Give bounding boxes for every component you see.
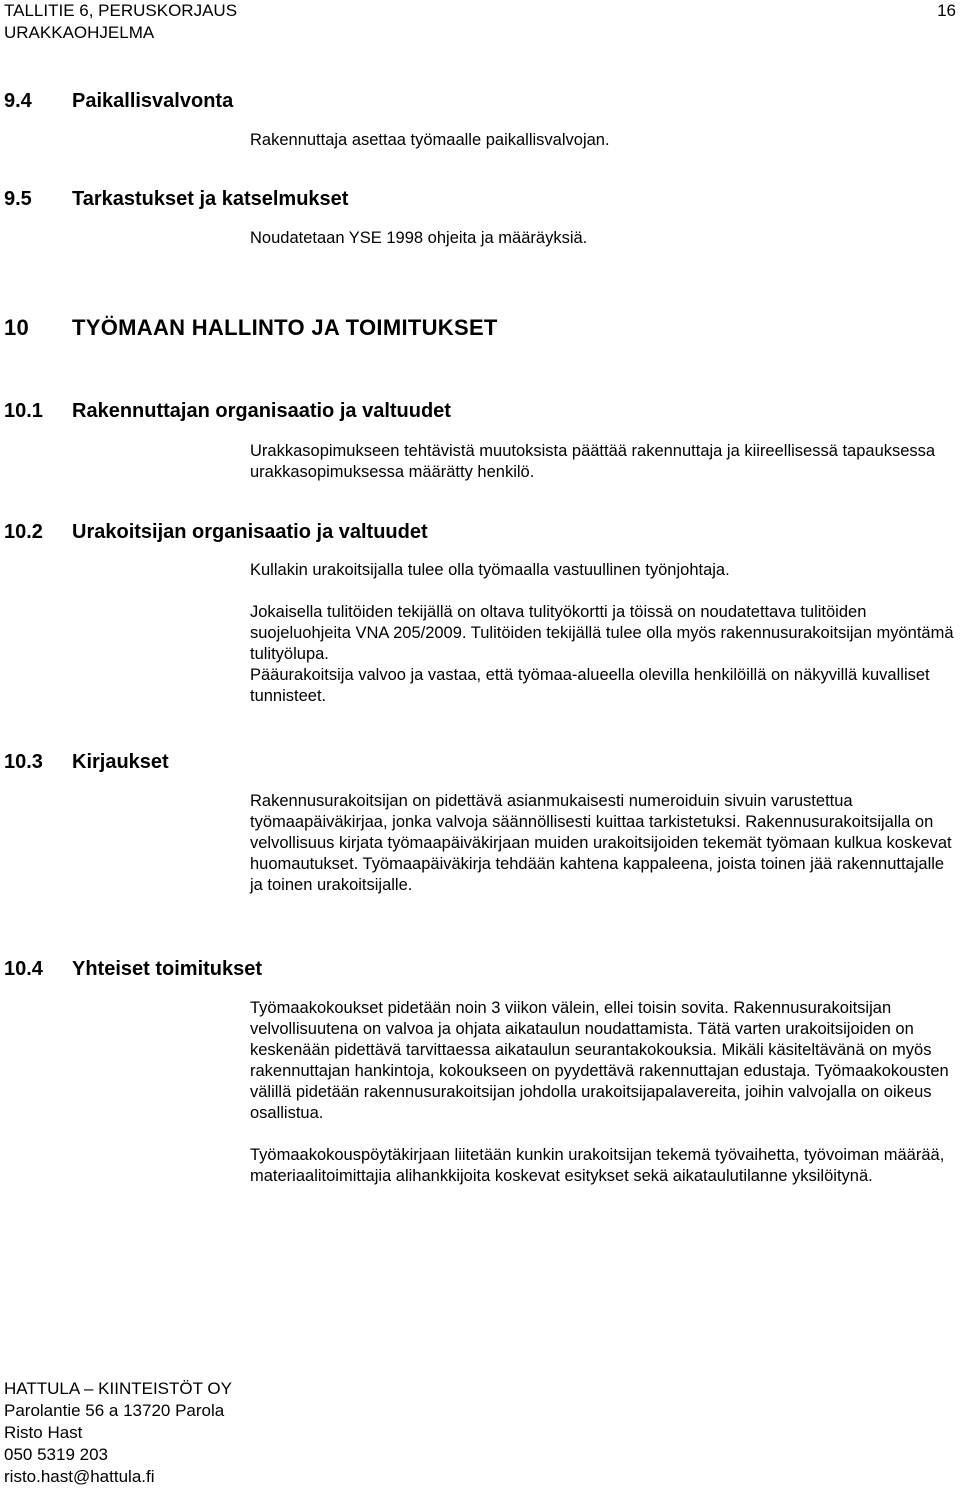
- section-number: 10.2: [4, 521, 43, 543]
- section-body-10-4: [250, 998, 958, 1187]
- section-body-10-3: [250, 791, 958, 896]
- paragraph: Rakennuttaja asettaa työmaalle paikallisvalvojan.: [250, 131, 610, 149]
- section-title: Paikallisvalvonta: [72, 90, 234, 112]
- paragraph: Kullakin urakoitsijalla tulee olla työmaalla vastuullinen työnjohtaja.: [250, 561, 730, 579]
- section-number: 10.1: [4, 400, 43, 422]
- section-number: 10.4: [4, 958, 43, 980]
- section-title: Tarkastukset ja katselmukset: [72, 188, 349, 210]
- paragraph: Noudatetaan YSE 1998 ohjeita ja määräyksiä.: [250, 229, 588, 247]
- footer-person: Risto Hast: [4, 1423, 83, 1442]
- section-heading-10-3: [4, 750, 169, 774]
- paragraph: Pääurakoitsija valvoo ja vastaa, että työmaa-alueella olevilla henkilöillä on näkyvillä kuvalliset tunnisteet.: [250, 666, 930, 705]
- chapter-number: 10: [4, 315, 30, 340]
- page-number: 16: [937, 1, 956, 20]
- section-title: Rakennuttajan organisaatio ja valtuudet: [72, 400, 451, 422]
- paragraph: Jokaisella tulitöiden tekijällä on oltava tulityökortti ja töissä on noudatettava tulitöiden suojeluohjeita VNA 205/2009. Tulitöiden tekijällä tulee olla myös rakennusurakoitsijan myöntämä tulityölupa.: [250, 603, 954, 663]
- section-heading-10-2: [4, 520, 428, 544]
- paragraph: Työmaakokoukset pidetään noin 3 viikon välein, ellei toisin sovita. Rakennusurakoitsijan velvollisuutena on valvoa ja ohjata aikataulun noudattamista. Tätä varten urakoitsijoiden on keskenään pidettävä tarvittaessa aikataulun seurantakokouksia. Mikäli käsiteltävänä on myös rakennuttajan hankintoja, kokoukseen on pyydettävä rakennuttajan edustaja. Työmaakokousten välillä pidetään rakennusurakoitsijan johdolla urakoitsijapalavereita, joihin valvojalla on oikeus osallistua.: [250, 999, 949, 1122]
- paragraph: Rakennusurakoitsijan on pidettävä asianmukaisesti numeroiduin sivuin varustettua työmaapäiväkirjaa, jonka valvoja säännöllisesti kuittaa tarkistetuksi. Rakennusurakoitsijalla on velvollisuus kirjata työmaapäiväkirjaan muiden urakoitsijoiden tekemät työmaan kulkua koskevat huomautukset. Työmaapäiväkirja tehdään kahtena kappaleena, joista toinen jää rakennuttajalle ja toinen urakoitsijalle.: [250, 792, 952, 894]
- paragraph: Työmaakokouspöytäkirjaan liitetään kunkin urakoitsijan tekemä työvaihetta, työvoiman määrää, materiaalitoimittajia alihankkijoita koskevat esitykset sekä aikataulutilanne yksilöitynä.: [250, 1146, 945, 1185]
- footer-email[interactable]: risto.hast@hattula.fi: [4, 1467, 155, 1486]
- section-number: 9.4: [4, 90, 32, 112]
- footer-contact: [4, 1378, 232, 1488]
- section-body-9-4: [250, 130, 958, 151]
- section-body-10-1: [250, 441, 958, 483]
- section-title: Yhteiset toimitukset: [72, 958, 263, 980]
- footer-address: Parolantie 56 a 13720 Parola: [4, 1401, 225, 1420]
- section-number: 9.5: [4, 188, 32, 210]
- section-heading-9-4: [4, 89, 233, 113]
- section-body-9-5: [250, 228, 958, 249]
- section-number: 10.3: [4, 751, 43, 773]
- section-heading-9-5: [4, 187, 348, 211]
- chapter-title: TYÖMAAN HALLINTO JA TOIMITUKSET: [72, 315, 498, 340]
- header-project: TALLITIE 6, PERUSKORJAUS: [4, 1, 238, 20]
- section-title: Kirjaukset: [72, 751, 169, 773]
- footer-phone: 050 5319 203: [4, 1445, 108, 1464]
- section-heading-10-4: [4, 957, 262, 981]
- footer-company: HATTULA – KIINTEISTÖT OY: [4, 1379, 232, 1398]
- section-heading-10-1: [4, 399, 451, 423]
- paragraph: Urakkasopimukseen tehtävistä muutoksista päättää rakennuttaja ja kiireellisessä tapauksessa urakkasopimuksessa määrätty henkilö.: [250, 442, 936, 481]
- section-body-10-2: [250, 560, 958, 707]
- header-document: URAKKAOHJELMA: [4, 23, 155, 42]
- section-title: Urakoitsijan organisaatio ja valtuudet: [72, 521, 428, 543]
- chapter-heading-10: [4, 315, 498, 341]
- running-header: [4, 0, 237, 44]
